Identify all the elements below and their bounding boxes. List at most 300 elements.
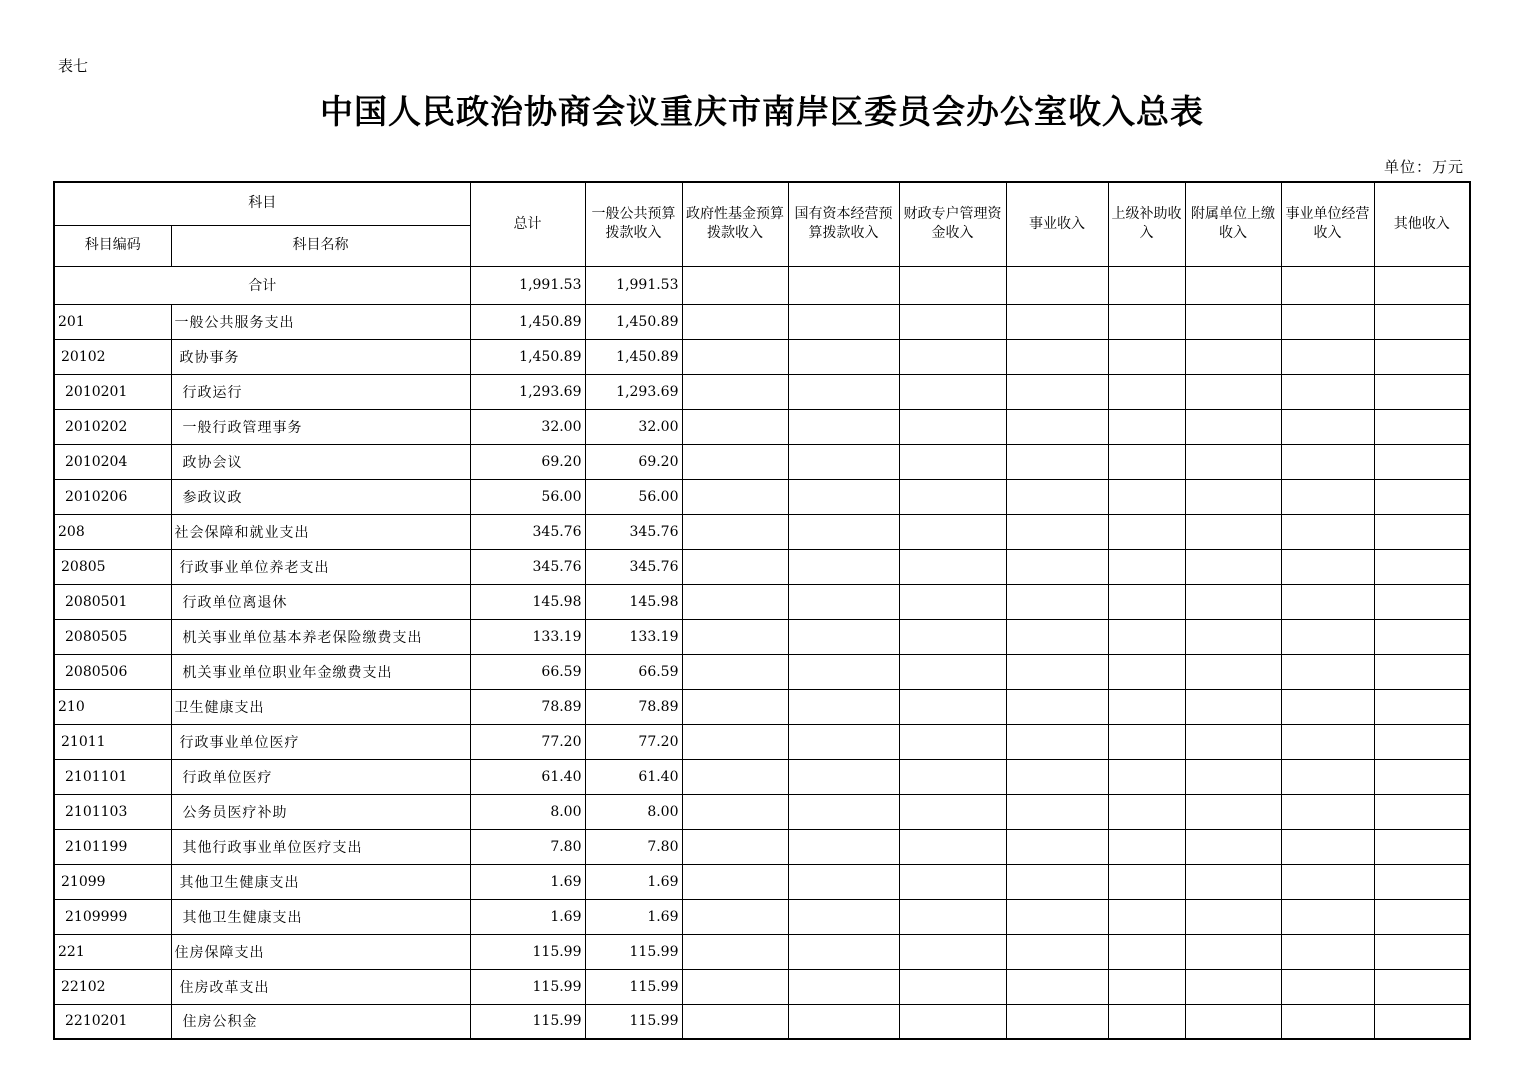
table-row xyxy=(54,864,1470,899)
subject-code-cell: 2101101 xyxy=(54,759,171,794)
header-superior-subsidy: 上级补助收入 xyxy=(1108,182,1185,266)
empty-cell xyxy=(788,689,899,724)
empty-cell xyxy=(788,479,899,514)
empty-cell xyxy=(1006,409,1108,444)
subject-code-cell: 2080501 xyxy=(54,584,171,619)
empty-cell xyxy=(788,934,899,969)
document-title xyxy=(0,86,1520,133)
empty-cell xyxy=(788,899,899,934)
empty-cell xyxy=(1281,479,1374,514)
subject-name-cell: 其他卫生健康支出 xyxy=(171,899,470,934)
empty-cell xyxy=(1281,266,1374,304)
empty-cell xyxy=(1108,584,1185,619)
header-general-budget: 一般公共预算拨款收入 xyxy=(585,182,682,266)
subject-code-cell: 2109999 xyxy=(54,899,171,934)
empty-cell xyxy=(1108,759,1185,794)
table-row xyxy=(54,549,1470,584)
total-cell: 1.69 xyxy=(470,864,585,899)
empty-cell xyxy=(1108,514,1185,549)
empty-cell xyxy=(1281,829,1374,864)
empty-cell xyxy=(899,759,1006,794)
empty-cell xyxy=(1185,409,1281,444)
empty-cell xyxy=(1108,266,1185,304)
empty-cell xyxy=(1281,899,1374,934)
empty-cell xyxy=(788,339,899,374)
general-budget-cell: 61.40 xyxy=(585,759,682,794)
table-row xyxy=(54,584,1470,619)
empty-cell xyxy=(1185,969,1281,1004)
subject-code-cell: 2010201 xyxy=(54,374,171,409)
empty-cell xyxy=(1006,969,1108,1004)
empty-cell xyxy=(899,969,1006,1004)
subject-code-cell: 21099 xyxy=(54,864,171,899)
empty-cell xyxy=(1281,514,1374,549)
subject-name-cell: 一般行政管理事务 xyxy=(171,409,470,444)
empty-cell xyxy=(1006,549,1108,584)
empty-cell xyxy=(899,444,1006,479)
empty-cell xyxy=(1374,654,1470,689)
empty-cell xyxy=(1374,864,1470,899)
total-cell: 32.00 xyxy=(470,409,585,444)
empty-cell xyxy=(1006,584,1108,619)
empty-cell xyxy=(899,549,1006,584)
empty-cell xyxy=(899,619,1006,654)
empty-cell xyxy=(788,266,899,304)
empty-cell xyxy=(682,689,788,724)
empty-cell xyxy=(1185,1004,1281,1039)
total-cell: 1.69 xyxy=(470,899,585,934)
empty-cell xyxy=(1006,514,1108,549)
empty-cell xyxy=(1185,479,1281,514)
general-budget-cell: 133.19 xyxy=(585,619,682,654)
empty-cell xyxy=(899,584,1006,619)
empty-cell xyxy=(899,864,1006,899)
subject-code-cell: 2210201 xyxy=(54,1004,171,1039)
empty-cell xyxy=(1374,619,1470,654)
empty-cell xyxy=(899,409,1006,444)
empty-cell xyxy=(1108,969,1185,1004)
empty-cell xyxy=(1374,899,1470,934)
empty-cell xyxy=(1374,689,1470,724)
header-affiliated-income: 附属单位上缴收入 xyxy=(1185,182,1281,266)
empty-cell xyxy=(788,549,899,584)
empty-cell xyxy=(788,759,899,794)
total-cell: 77.20 xyxy=(470,724,585,759)
empty-cell xyxy=(1108,724,1185,759)
subject-code-cell: 2101199 xyxy=(54,829,171,864)
empty-cell xyxy=(1281,584,1374,619)
general-budget-cell: 345.76 xyxy=(585,549,682,584)
empty-cell xyxy=(1374,584,1470,619)
empty-cell xyxy=(1108,479,1185,514)
general-budget-cell: 145.98 xyxy=(585,584,682,619)
total-cell: 78.89 xyxy=(470,689,585,724)
empty-cell xyxy=(682,1004,788,1039)
empty-cell xyxy=(1006,724,1108,759)
header-subject-name: 科目名称 xyxy=(171,225,470,266)
empty-cell xyxy=(1006,304,1108,339)
empty-cell xyxy=(1006,1004,1108,1039)
general-budget-cell: 1.69 xyxy=(585,899,682,934)
total-cell: 145.98 xyxy=(470,584,585,619)
table-row xyxy=(54,514,1470,549)
total-cell: 8.00 xyxy=(470,794,585,829)
empty-cell xyxy=(1006,374,1108,409)
total-cell: 66.59 xyxy=(470,654,585,689)
empty-cell xyxy=(682,514,788,549)
empty-cell xyxy=(1374,514,1470,549)
empty-cell xyxy=(682,266,788,304)
subject-name-cell: 机关事业单位职业年金缴费支出 xyxy=(171,654,470,689)
empty-cell xyxy=(1185,759,1281,794)
empty-cell xyxy=(1108,444,1185,479)
subject-code-cell: 20102 xyxy=(54,339,171,374)
empty-cell xyxy=(788,1004,899,1039)
empty-cell xyxy=(1006,654,1108,689)
empty-cell xyxy=(899,1004,1006,1039)
subject-name-cell: 住房改革支出 xyxy=(171,969,470,1004)
table-row xyxy=(54,444,1470,479)
subject-name-cell: 其他行政事业单位医疗支出 xyxy=(171,829,470,864)
empty-cell xyxy=(682,409,788,444)
empty-cell xyxy=(899,266,1006,304)
empty-cell xyxy=(1374,724,1470,759)
table-row xyxy=(54,899,1470,934)
empty-cell xyxy=(1108,689,1185,724)
table-row xyxy=(54,339,1470,374)
subject-code-cell: 221 xyxy=(54,934,171,969)
empty-cell xyxy=(1374,339,1470,374)
subject-name-cell: 行政单位医疗 xyxy=(171,759,470,794)
empty-cell xyxy=(1185,794,1281,829)
unit-label: 单位：万元 xyxy=(1383,158,1464,176)
empty-cell xyxy=(788,374,899,409)
general-budget-cell: 1.69 xyxy=(585,864,682,899)
header-total: 总计 xyxy=(470,182,585,266)
empty-cell xyxy=(682,619,788,654)
subject-code-cell: 2010202 xyxy=(54,409,171,444)
empty-cell xyxy=(1374,266,1470,304)
subject-code-cell: 2080506 xyxy=(54,654,171,689)
empty-cell xyxy=(788,654,899,689)
empty-cell xyxy=(682,304,788,339)
empty-cell xyxy=(1108,934,1185,969)
empty-cell xyxy=(1108,374,1185,409)
empty-cell xyxy=(1185,899,1281,934)
total-cell: 133.19 xyxy=(470,619,585,654)
empty-cell xyxy=(682,654,788,689)
empty-cell xyxy=(1108,549,1185,584)
header-subject: 科目 xyxy=(54,182,470,225)
empty-cell xyxy=(1281,934,1374,969)
table-row xyxy=(54,829,1470,864)
empty-cell xyxy=(682,969,788,1004)
empty-cell xyxy=(788,444,899,479)
subject-name-cell: 政协会议 xyxy=(171,444,470,479)
general-budget-cell: 345.76 xyxy=(585,514,682,549)
empty-cell xyxy=(682,479,788,514)
empty-cell xyxy=(1281,374,1374,409)
empty-cell xyxy=(899,339,1006,374)
empty-cell xyxy=(899,514,1006,549)
table-row xyxy=(54,759,1470,794)
empty-cell xyxy=(788,829,899,864)
table-row xyxy=(54,724,1470,759)
subject-code-cell: 2010204 xyxy=(54,444,171,479)
empty-cell xyxy=(1108,409,1185,444)
empty-cell xyxy=(682,724,788,759)
general-budget-cell: 115.99 xyxy=(585,1004,682,1039)
total-cell: 1,293.69 xyxy=(470,374,585,409)
empty-cell xyxy=(1281,339,1374,374)
empty-cell xyxy=(788,584,899,619)
subject-name-cell: 卫生健康支出 xyxy=(171,689,470,724)
subject-name-cell: 机关事业单位基本养老保险缴费支出 xyxy=(171,619,470,654)
table-row xyxy=(54,374,1470,409)
empty-cell xyxy=(788,409,899,444)
empty-cell xyxy=(1185,549,1281,584)
general-budget-cell: 78.89 xyxy=(585,689,682,724)
empty-cell xyxy=(899,654,1006,689)
general-budget-cell: 1,293.69 xyxy=(585,374,682,409)
empty-cell xyxy=(1374,479,1470,514)
title-text: 中国人民政治协商会议重庆市南岸区委员会办公室收入总表 xyxy=(320,92,1204,131)
table-row xyxy=(54,1004,1470,1039)
table-row xyxy=(54,794,1470,829)
empty-cell xyxy=(1108,864,1185,899)
general-budget-cell: 115.99 xyxy=(585,934,682,969)
subject-code-cell: 2080505 xyxy=(54,619,171,654)
empty-cell xyxy=(1108,654,1185,689)
empty-cell xyxy=(682,584,788,619)
empty-cell xyxy=(788,619,899,654)
empty-cell xyxy=(1185,934,1281,969)
total-cell: 61.40 xyxy=(470,759,585,794)
empty-cell xyxy=(682,374,788,409)
total-sum: 1,991.53 xyxy=(470,266,585,304)
subject-name-cell: 行政运行 xyxy=(171,374,470,409)
empty-cell xyxy=(1374,829,1470,864)
empty-cell xyxy=(788,969,899,1004)
empty-cell xyxy=(1374,409,1470,444)
empty-cell xyxy=(788,864,899,899)
table-row xyxy=(54,654,1470,689)
total-cell: 7.80 xyxy=(470,829,585,864)
general-budget-cell: 115.99 xyxy=(585,969,682,1004)
header-subject-code: 科目编码 xyxy=(54,225,171,266)
empty-cell xyxy=(1185,304,1281,339)
empty-cell xyxy=(1281,549,1374,584)
empty-cell xyxy=(1185,689,1281,724)
empty-cell xyxy=(1108,794,1185,829)
empty-cell xyxy=(1185,584,1281,619)
subject-code-cell: 2010206 xyxy=(54,479,171,514)
total-row xyxy=(54,266,1470,304)
header-row-1 xyxy=(54,182,1470,225)
empty-cell xyxy=(1374,934,1470,969)
empty-cell xyxy=(899,934,1006,969)
empty-cell xyxy=(1006,794,1108,829)
empty-cell xyxy=(1006,689,1108,724)
table-row xyxy=(54,409,1470,444)
header-other-income: 其他收入 xyxy=(1374,182,1470,266)
general-budget-cell: 32.00 xyxy=(585,409,682,444)
empty-cell xyxy=(1374,759,1470,794)
subject-code-cell: 201 xyxy=(54,304,171,339)
subject-code-cell: 22102 xyxy=(54,969,171,1004)
empty-cell xyxy=(1185,724,1281,759)
empty-cell xyxy=(1281,1004,1374,1039)
empty-cell xyxy=(899,724,1006,759)
general-budget-cell: 7.80 xyxy=(585,829,682,864)
empty-cell xyxy=(682,549,788,584)
empty-cell xyxy=(899,829,1006,864)
subject-code-cell: 20805 xyxy=(54,549,171,584)
empty-cell xyxy=(1374,969,1470,1004)
empty-cell xyxy=(1374,304,1470,339)
general-budget-cell: 1,450.89 xyxy=(585,339,682,374)
empty-cell xyxy=(1006,339,1108,374)
empty-cell xyxy=(1185,374,1281,409)
empty-cell xyxy=(1006,899,1108,934)
empty-cell xyxy=(1281,619,1374,654)
empty-cell xyxy=(1374,549,1470,584)
table-number-label: 表七 xyxy=(58,57,89,75)
empty-cell xyxy=(899,479,1006,514)
empty-cell xyxy=(1185,864,1281,899)
empty-cell xyxy=(788,724,899,759)
empty-cell xyxy=(899,374,1006,409)
empty-cell xyxy=(1281,759,1374,794)
subject-name-cell: 参政议政 xyxy=(171,479,470,514)
empty-cell xyxy=(682,339,788,374)
subject-name-cell: 其他卫生健康支出 xyxy=(171,864,470,899)
general-budget-cell: 69.20 xyxy=(585,444,682,479)
empty-cell xyxy=(1006,864,1108,899)
general-budget-cell: 56.00 xyxy=(585,479,682,514)
empty-cell xyxy=(682,829,788,864)
total-cell: 69.20 xyxy=(470,444,585,479)
table-row xyxy=(54,619,1470,654)
empty-cell xyxy=(682,759,788,794)
income-summary-table xyxy=(53,181,1471,1040)
total-cell: 56.00 xyxy=(470,479,585,514)
empty-cell xyxy=(1108,304,1185,339)
empty-cell xyxy=(1281,409,1374,444)
general-budget-cell: 8.00 xyxy=(585,794,682,829)
empty-cell xyxy=(682,794,788,829)
empty-cell xyxy=(1006,829,1108,864)
header-state-capital: 国有资本经营预算拨款收入 xyxy=(788,182,899,266)
total-cell: 345.76 xyxy=(470,514,585,549)
table-row xyxy=(54,689,1470,724)
header-gov-fund: 政府性基金预算拨款收入 xyxy=(682,182,788,266)
subject-name-cell: 住房公积金 xyxy=(171,1004,470,1039)
table-row xyxy=(54,934,1470,969)
empty-cell xyxy=(1281,794,1374,829)
empty-cell xyxy=(1185,514,1281,549)
header-business-income: 事业收入 xyxy=(1006,182,1108,266)
total-cell: 115.99 xyxy=(470,934,585,969)
empty-cell xyxy=(1006,444,1108,479)
header-business-operation: 事业单位经营收入 xyxy=(1281,182,1374,266)
total-label: 合计 xyxy=(54,266,470,304)
empty-cell xyxy=(682,864,788,899)
empty-cell xyxy=(1185,339,1281,374)
empty-cell xyxy=(1374,374,1470,409)
subject-name-cell: 住房保障支出 xyxy=(171,934,470,969)
empty-cell xyxy=(682,934,788,969)
table-row xyxy=(54,304,1470,339)
empty-cell xyxy=(788,304,899,339)
subject-code-cell: 2101103 xyxy=(54,794,171,829)
general-budget-cell: 77.20 xyxy=(585,724,682,759)
empty-cell xyxy=(682,444,788,479)
table-row xyxy=(54,479,1470,514)
empty-cell xyxy=(899,304,1006,339)
empty-cell xyxy=(1281,864,1374,899)
subject-name-cell: 行政单位离退休 xyxy=(171,584,470,619)
subject-code-cell: 208 xyxy=(54,514,171,549)
empty-cell xyxy=(1006,266,1108,304)
empty-cell xyxy=(1185,619,1281,654)
header-fiscal-special: 财政专户管理资金收入 xyxy=(899,182,1006,266)
empty-cell xyxy=(1185,829,1281,864)
total-cell: 115.99 xyxy=(470,969,585,1004)
empty-cell xyxy=(1281,304,1374,339)
empty-cell xyxy=(788,514,899,549)
subject-name-cell: 政协事务 xyxy=(171,339,470,374)
empty-cell xyxy=(899,689,1006,724)
empty-cell xyxy=(1185,444,1281,479)
empty-cell xyxy=(899,794,1006,829)
empty-cell xyxy=(1108,1004,1185,1039)
empty-cell xyxy=(1108,339,1185,374)
subject-code-cell: 210 xyxy=(54,689,171,724)
empty-cell xyxy=(1006,479,1108,514)
table-row xyxy=(54,969,1470,1004)
empty-cell xyxy=(1108,899,1185,934)
empty-cell xyxy=(1108,829,1185,864)
empty-cell xyxy=(1108,619,1185,654)
empty-cell xyxy=(1374,794,1470,829)
total-cell: 1,450.89 xyxy=(470,304,585,339)
empty-cell xyxy=(1006,934,1108,969)
empty-cell xyxy=(1374,444,1470,479)
total-general-budget: 1,991.53 xyxy=(585,266,682,304)
empty-cell xyxy=(1006,759,1108,794)
general-budget-cell: 1,450.89 xyxy=(585,304,682,339)
subject-name-cell: 社会保障和就业支出 xyxy=(171,514,470,549)
subject-code-cell: 21011 xyxy=(54,724,171,759)
subject-name-cell: 公务员医疗补助 xyxy=(171,794,470,829)
subject-name-cell: 行政事业单位医疗 xyxy=(171,724,470,759)
empty-cell xyxy=(682,899,788,934)
subject-name-cell: 一般公共服务支出 xyxy=(171,304,470,339)
general-budget-cell: 66.59 xyxy=(585,654,682,689)
empty-cell xyxy=(1006,619,1108,654)
empty-cell xyxy=(1374,1004,1470,1039)
empty-cell xyxy=(1281,654,1374,689)
empty-cell xyxy=(899,899,1006,934)
empty-cell xyxy=(1281,724,1374,759)
empty-cell xyxy=(1281,444,1374,479)
empty-cell xyxy=(788,794,899,829)
total-cell: 115.99 xyxy=(470,1004,585,1039)
empty-cell xyxy=(1281,689,1374,724)
empty-cell xyxy=(1281,969,1374,1004)
total-cell: 1,450.89 xyxy=(470,339,585,374)
